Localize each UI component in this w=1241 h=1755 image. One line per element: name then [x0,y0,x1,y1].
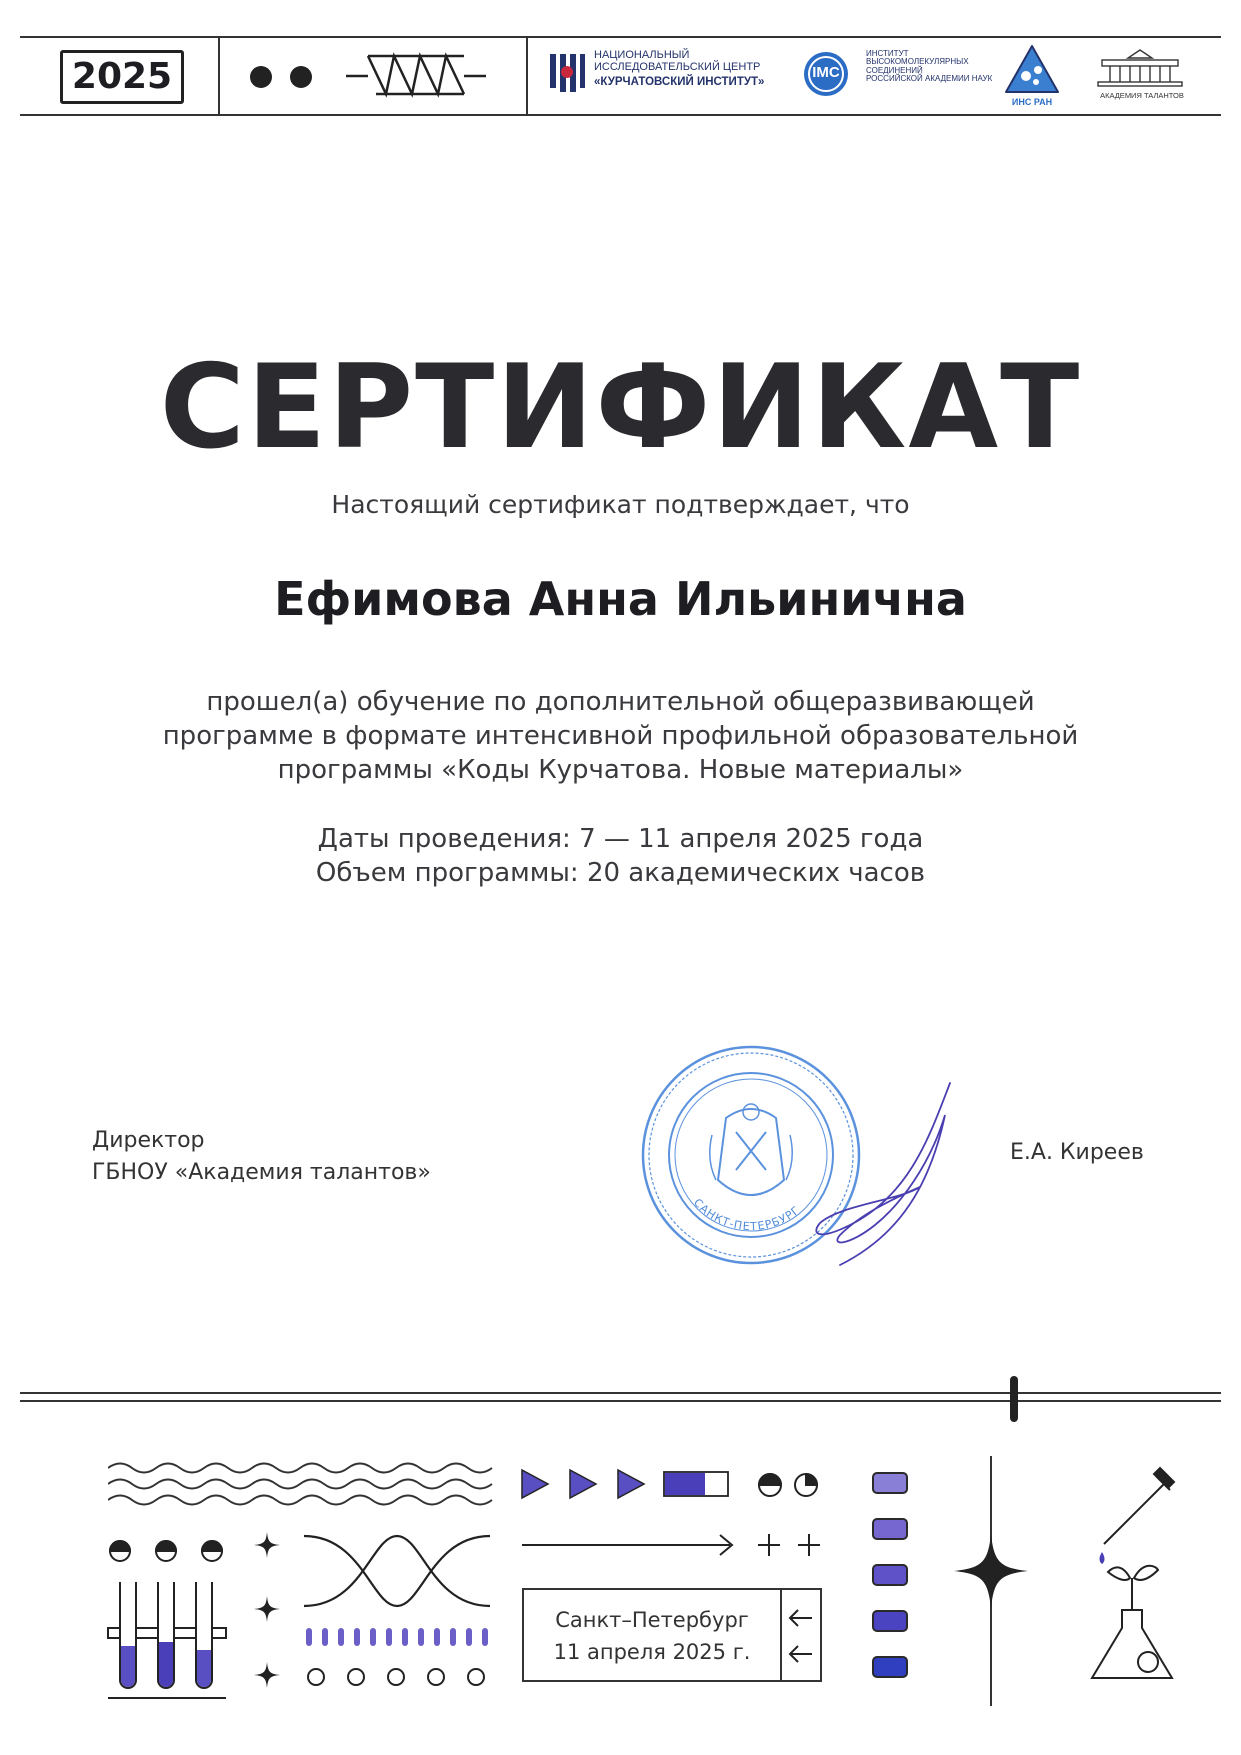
test-tubes-icon [106,1576,230,1706]
sparkle-column-icons [252,1530,282,1700]
handwritten-signature [780,1075,970,1275]
level-square-icon [872,1518,908,1540]
signer-position [92,1125,431,1189]
dial-icons [756,1470,826,1500]
academy-label: АКАДЕМИЯ ТАЛАНТОВ [1100,91,1184,100]
lab-flask-icon [1090,1460,1210,1700]
level-square-icon [872,1564,908,1586]
certificate-intro: Настоящий сертификат подтверждает, что [331,490,910,519]
program-info [0,822,1241,890]
zigzag-icon [346,50,486,100]
level-square-icon [872,1610,908,1632]
kurchatov-line: ИССЛЕДОВАТЕЛЬСКИЙ ЦЕНТР [594,60,761,73]
academy-building-icon [1096,48,1184,88]
imc-line: СОЕДИНЕНИЙ [866,65,923,75]
footer-city: Санкт–Петербург [555,1608,749,1632]
ics-logo-icon [1004,44,1060,96]
footer-rule [20,1400,1221,1402]
dial-row-icons [108,1538,228,1564]
header-top-rule [20,36,1221,38]
signer-name: Е.А. Киреев [1010,1140,1144,1165]
place-date-text [524,1604,780,1668]
level-square-icon [872,1656,908,1678]
header-bottom-rule [20,114,1221,116]
kurchatov-logo-icon [548,52,586,94]
wave-lines-icon [108,1458,498,1508]
dot-icon [290,66,312,88]
kurchatov-line: «КУРЧАТОВСКИЙ ИНСТИТУТ» [594,76,765,89]
kurchatov-name [594,50,764,88]
description-line: программы «Коды Курчатова. Новые материалы» [277,755,964,785]
arrow-plus-icons [522,1530,832,1560]
position-line: ГБНОУ «Академия талантов» [92,1160,431,1185]
footer-date: 11 апреля 2025 г. [553,1640,751,1664]
dna-curve-icon [302,1526,492,1616]
stamp-text: САНКТ-ПЕТЕРБУРГ [690,1196,803,1234]
dot-icon [250,66,272,88]
circles-row-icon [304,1664,494,1690]
imc-line: ИНСТИТУТ [866,49,909,58]
imc-line: РОССИЙСКОЙ АКАДЕМИИ НАУК [866,74,993,84]
position-line: Директор [92,1128,205,1153]
place-date-box [522,1588,822,1682]
bars-row-icon [306,1626,492,1650]
kurchatov-line: НАЦИОНАЛЬНЫЙ [594,49,690,61]
footer-marker [1010,1376,1018,1422]
footer-rule [20,1392,1221,1394]
header-divider [218,36,220,116]
certificate-title: СЕРТИФИКАТ [159,340,1082,475]
play-progress-icons [520,1466,730,1502]
program-volume: Объем программы: 20 академических часов [315,858,926,888]
place-box-divider [780,1590,782,1680]
imc-line: ВЫСОКОМОЛЕКУЛЯРНЫХ [866,57,969,67]
description-line: программе в формате интенсивной профильной образовательной [162,721,1079,751]
recipient-name: Ефимова Анна Ильинична [274,572,967,626]
header-divider [526,36,528,116]
sparkle-icon [952,1532,1030,1610]
imc-name [866,50,992,84]
year-badge: 2025 [60,50,184,104]
ics-label: ИНС РАН [1011,97,1053,107]
description-line: прошел(а) обучение по дополнительной общеразвивающей [206,687,1035,717]
level-square-icon [872,1472,908,1494]
arrow-left-icons [786,1604,816,1670]
program-dates: Даты проведения: 7 — 11 апреля 2025 года [317,824,924,854]
imc-logo-text: IMC [812,64,840,81]
certificate-description [0,685,1241,787]
